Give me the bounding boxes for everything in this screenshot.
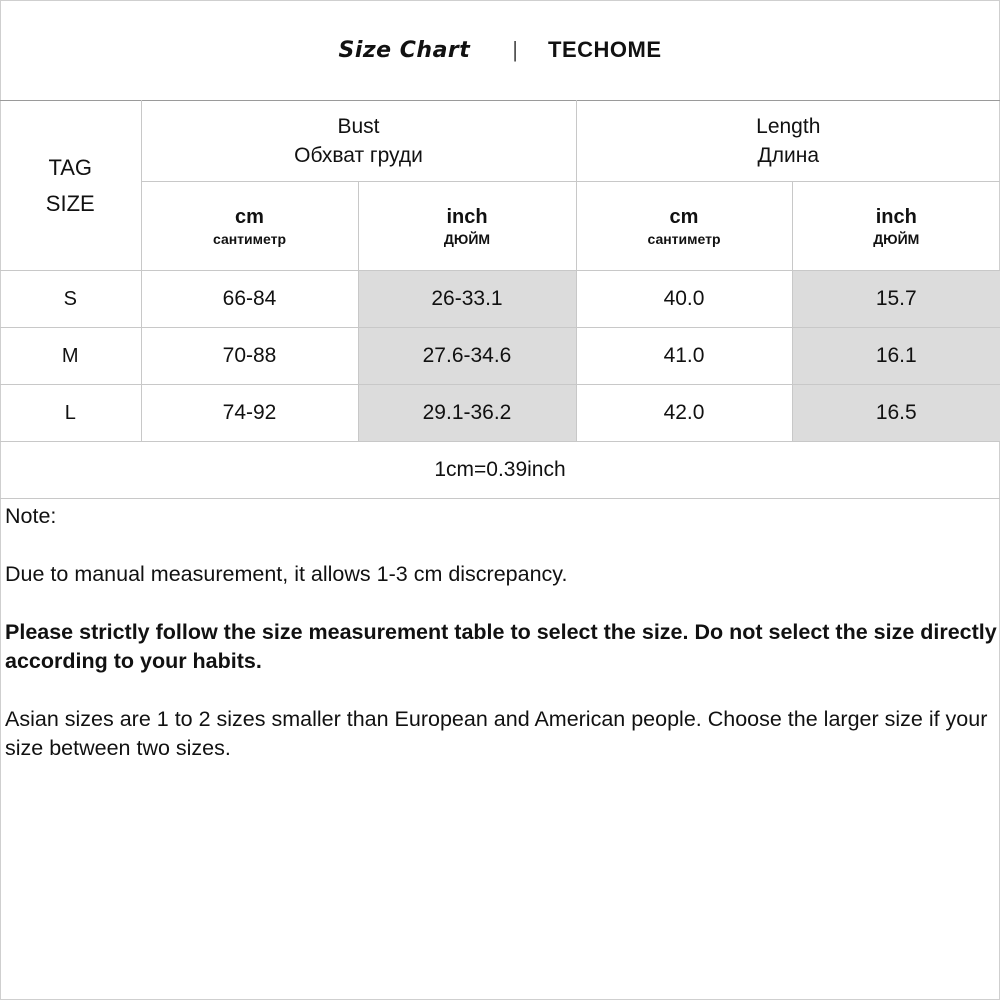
notes-section [5, 502, 998, 792]
bust-label-ru: Обхват груди [294, 144, 423, 167]
chart-header [0, 0, 1000, 100]
unit-sublabel: сантиметр [212, 231, 287, 247]
table-row-s [0, 271, 1000, 328]
size-cell: L [0, 385, 141, 442]
unit-label: cm [235, 206, 264, 228]
length-inch-header [792, 182, 1000, 271]
size-cell: S [0, 271, 141, 328]
bust-group-header [141, 101, 576, 182]
length-label-ru: Длина [757, 144, 819, 167]
length-cm-cell: 42.0 [576, 385, 792, 442]
bust-inch-cell: 26-33.1 [358, 271, 576, 328]
tag-size-header [0, 101, 141, 271]
length-label: Length [756, 115, 821, 138]
length-group-header [576, 101, 1000, 182]
note-follow-table: Please strictly follow the size measurement table to select the size. Do not select the size directly according to your habits. [5, 620, 997, 673]
unit-sublabel: ДЮЙМ [873, 231, 920, 247]
table-row-l [0, 385, 1000, 442]
length-cm-header [576, 182, 792, 271]
unit-sublabel: сантиметр [647, 231, 721, 247]
bust-inch-header [358, 182, 576, 271]
bust-cm-cell: 66-84 [141, 271, 358, 328]
size-cell: M [0, 328, 141, 385]
unit-label: inch [446, 206, 488, 228]
bust-inch-cell: 27.6-34.6 [358, 328, 576, 385]
bust-cm-header [141, 182, 358, 271]
bust-cm-cell: 70-88 [141, 328, 358, 385]
length-cm-cell: 40.0 [576, 271, 792, 328]
conversion-note: 1cm=0.39inch [0, 442, 1000, 499]
bust-cm-cell: 74-92 [141, 385, 358, 442]
unit-sublabel: ДЮЙМ [443, 231, 491, 247]
header-separator: | [512, 37, 518, 62]
bust-inch-cell: 29.1-36.2 [358, 385, 576, 442]
tag-size-line1: TAG [48, 154, 93, 180]
chart-title: Size Chart [338, 37, 471, 63]
length-inch-cell: 16.5 [792, 385, 1000, 442]
length-cm-cell: 41.0 [576, 328, 792, 385]
note-asian-sizes: Asian sizes are 1 to 2 sizes smaller than European and American people. Choose the larger size if your size between two sizes. [5, 707, 988, 760]
bust-label: Bust [337, 115, 380, 138]
tag-size-line2: SIZE [45, 190, 95, 216]
unit-label: inch [875, 206, 917, 228]
length-inch-cell: 15.7 [792, 271, 1000, 328]
table-row-m [0, 328, 1000, 385]
unit-label: cm [669, 206, 699, 228]
note-label: Note: [5, 504, 57, 528]
brand-name: TECHOME [548, 37, 662, 62]
note-discrepancy: Due to manual measurement, it allows 1-3 cm discrepancy. [5, 562, 568, 586]
length-inch-cell: 16.1 [792, 328, 1000, 385]
size-table [0, 100, 1000, 499]
